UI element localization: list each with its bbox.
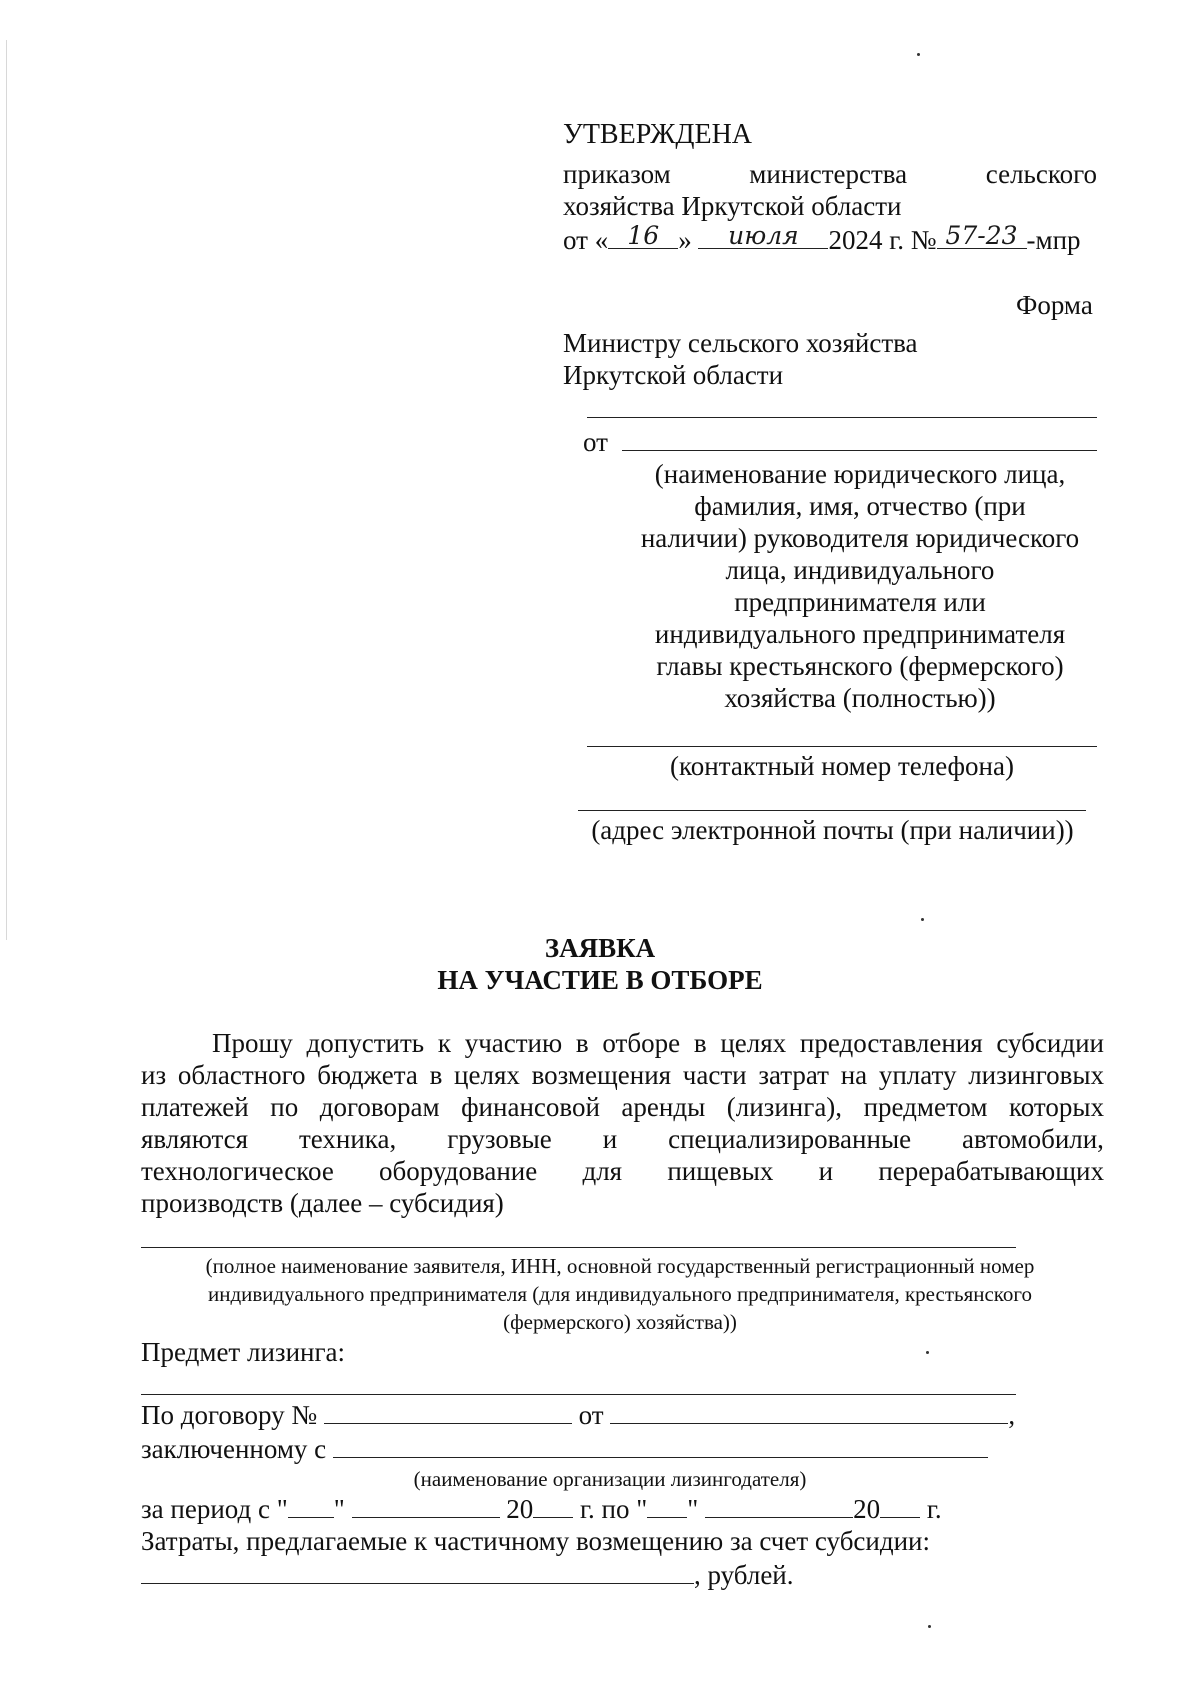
scan-speck (917, 53, 920, 56)
contract-line: По договору № от , (141, 1400, 1016, 1430)
phone-blank-line (587, 746, 1097, 747)
heading-line-1: ЗАЯВКА (544, 933, 656, 963)
body-line-2: из областного бюджета в целях возмещения части затрат на уплату лизинговых (141, 1060, 1104, 1090)
month-field: июля (698, 226, 828, 249)
day-field: 16 (608, 226, 678, 249)
body-line-1: Прошу допустить к участию в отборе в целях предоставления субсидии (212, 1028, 1104, 1058)
form-label: Форма (1016, 290, 1093, 320)
lessor-field (333, 1435, 988, 1458)
scan-speck (928, 1625, 931, 1628)
phone-caption: (контактный номер телефона) (670, 751, 1014, 781)
costs-line: , рублей. (141, 1560, 794, 1591)
from-blank-line (622, 450, 1097, 451)
addressee-line-2: Иркутской области (563, 360, 784, 390)
leasing-subject-label: Предмет лизинга: (141, 1337, 346, 1367)
scan-edge (6, 40, 7, 940)
scan-speck (926, 1351, 929, 1354)
lessor-caption: (наименование организации лизингодателя) (413, 1467, 807, 1491)
approval-title: УТВЕРЖДЕНА (563, 119, 753, 150)
body-line-5: технологическое оборудование для пищевых и перерабатывающих (141, 1156, 1104, 1186)
contract-number-field (324, 1401, 572, 1424)
scan-speck (921, 918, 924, 921)
order-number-field: 57-23 (937, 226, 1027, 249)
email-blank-line (578, 810, 1086, 811)
body-line-4: являются техника, грузовые и специализированные автомобили, (141, 1124, 1104, 1154)
concluded-line: заключенному с (141, 1434, 988, 1465)
applicant-caption: (полное наименование заявителя, ИНН, основной государственный регистрационный номер индивидуального предпринимателя (для индивидуального предпринимателя, крестьянского (фермерского) хозяйства)) (205, 1254, 1035, 1334)
approval-word: сельского (985, 159, 1097, 189)
period-line: за период с " " 20 г. по " " 20 г. (141, 1494, 942, 1524)
leasing-subject-line (141, 1394, 1016, 1395)
email-caption: (адрес электронной почты (при наличии)) (591, 815, 1074, 845)
approval-line-2: хозяйства Иркутской области (563, 191, 902, 221)
approval-date-line: от « 16 » июля 2024 г. № 57-23 -мпр (563, 221, 1081, 255)
approval-word: приказом (563, 159, 671, 189)
name-caption: (наименование юридического лица, фамилия, имя, отчество (при наличии) руководителя юридического лица, индивидуального предпринимателя или индивидуального предпринимателя главы крестьянского (фермерского) хозяйства (полностью)) (640, 459, 1080, 713)
body-line-6: производств (далее – субсидия) (141, 1188, 504, 1218)
addressee-blank-line (587, 417, 1097, 418)
addressee-line-1: Министру сельского хозяйства (563, 328, 918, 358)
contract-date-field (610, 1401, 1008, 1424)
body-line-3: платежей по договорам финансовой аренды (лизинга), предметом которых (141, 1092, 1104, 1122)
approval-word: министерства (749, 159, 908, 189)
heading-line-2: НА УЧАСТИЕ В ОТБОРЕ (437, 965, 763, 995)
approval-line-1 (563, 159, 1097, 190)
costs-field (141, 1561, 694, 1584)
from-label: от (583, 427, 608, 457)
applicant-blank-line (141, 1247, 1016, 1248)
costs-label: Затраты, предлагаемые к частичному возмещению за счет субсидии: (141, 1526, 930, 1556)
